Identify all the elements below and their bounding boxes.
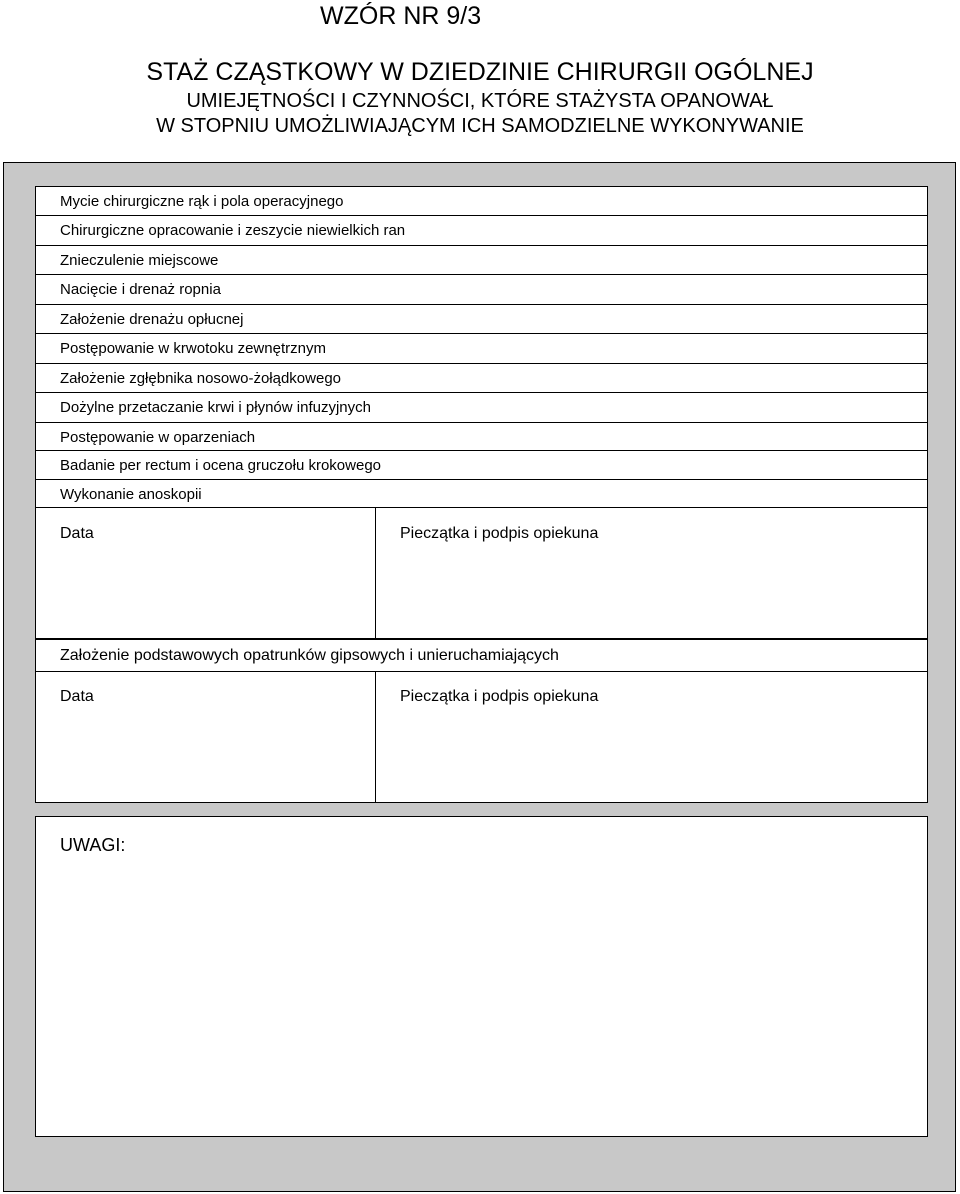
skill-row: Badanie per rectum i ocena gruczołu krokowego bbox=[36, 451, 927, 480]
skill-row: Znieczulenie miejscowe bbox=[36, 246, 927, 275]
page-title: STAŻ CZĄSTKOWY W DZIEDZINIE CHIRURGII OGÓLNEJ bbox=[146, 58, 814, 86]
skill-row: Mycie chirurgiczne rąk i pola operacyjnego bbox=[36, 187, 927, 216]
date-field[interactable] bbox=[36, 508, 375, 639]
remarks-label: UWAGI: bbox=[60, 835, 126, 855]
plaster-skill-box bbox=[35, 639, 928, 803]
skill-row: Założenie drenażu opłucnej bbox=[36, 305, 927, 334]
skill-row: Postępowanie w krwotoku zewnętrznym bbox=[36, 334, 927, 364]
form-frame bbox=[3, 162, 956, 1192]
remarks-box[interactable] bbox=[35, 816, 928, 1137]
date-label: Data bbox=[60, 525, 94, 542]
skill-row: Chirurgiczne opracowanie i zeszycie niewielkich ran bbox=[36, 216, 927, 246]
stamp-label: Pieczątka i podpis opiekuna bbox=[400, 525, 599, 542]
page-subtitle-line2: W STOPNIU UMOŻLIWIAJĄCYM ICH SAMODZIELNE WYKONYWANIE bbox=[156, 115, 804, 137]
skill-row: Dożylne przetaczanie krwi i płynów infuzyjnych bbox=[36, 393, 927, 423]
date-field[interactable] bbox=[36, 672, 375, 803]
stamp-label: Pieczątka i podpis opiekuna bbox=[400, 688, 599, 705]
skill-row: Postępowanie w oparzeniach bbox=[36, 423, 927, 451]
skill-row: Nacięcie i drenaż ropnia bbox=[36, 275, 927, 305]
skills-box bbox=[35, 186, 928, 639]
stamp-signature-field[interactable] bbox=[376, 672, 928, 803]
date-label: Data bbox=[60, 688, 94, 705]
skill-row: Wykonanie anoskopii bbox=[36, 480, 927, 508]
skill-row: Założenie podstawowych opatrunków gipsowych i unieruchamiających bbox=[36, 640, 927, 672]
page-subtitle-line1: UMIEJĘTNOŚCI I CZYNNOŚCI, KTÓRE STAŻYSTA OPANOWAŁ bbox=[186, 90, 774, 112]
skill-row: Założenie zgłębnika nosowo-żołądkowego bbox=[36, 364, 927, 393]
stamp-signature-field[interactable] bbox=[376, 508, 928, 639]
form-code: WZÓR NR 9/3 bbox=[320, 2, 482, 30]
